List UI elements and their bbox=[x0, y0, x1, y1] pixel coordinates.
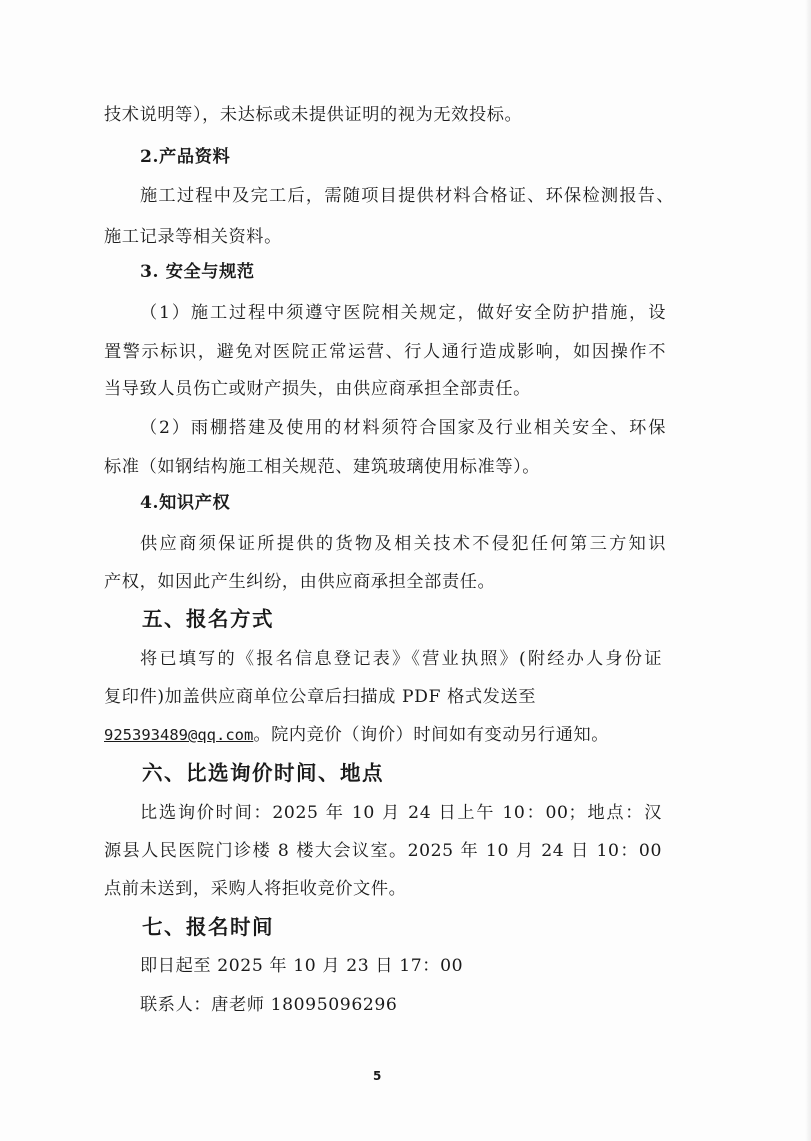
section-heading-bidding-time-place: 六、比选询价时间、地点 bbox=[142, 761, 384, 785]
subsection-title-product: 2.产品资料 bbox=[140, 147, 231, 167]
page-number: 5 bbox=[373, 1069, 382, 1083]
section-heading-registration-method: 五、报名方式 bbox=[142, 607, 274, 631]
paragraph-line: 施工过程中及完工后，需随项目提供材料合格证、环保检测报告、 bbox=[140, 186, 674, 206]
section-heading-registration-time: 七、报名时间 bbox=[142, 915, 274, 939]
paragraph-line: 比选询价时间：2025 年 10 月 24 日上午 10：00；地点：汉 bbox=[140, 803, 662, 823]
paragraph-line: 点前未送到，采购人将拒收竞价文件。 bbox=[104, 879, 407, 899]
paragraph-line: （1）施工过程中须遵守医院相关规定，做好安全防护措施，设 bbox=[140, 303, 666, 323]
paragraph-line: 施工记录等相关资料。 bbox=[104, 227, 282, 247]
paragraph-line: 即日起至 2025 年 10 月 23 日 17：00 bbox=[140, 956, 464, 976]
paragraph-line: 当导致人员伤亡或财产损失，由供应商承担全部责任。 bbox=[104, 379, 531, 399]
paragraph-line: 将已填写的《报名信息登记表》《营业执照》(附经办人身份证 bbox=[140, 649, 662, 669]
subsection-title-safety: 3. 安全与规范 bbox=[140, 262, 255, 282]
paragraph-line: 置警示标识，避免对医院正常运营、行人通行造成影响，如因操作不 bbox=[104, 342, 666, 362]
page-edge-shadow bbox=[805, 0, 811, 1141]
contact-line: 联系人：唐老师 18095096296 bbox=[140, 995, 398, 1015]
paragraph-line: 产权，如因此产生纠纷，由供应商承担全部责任。 bbox=[104, 572, 496, 592]
paragraph-line: 标准（如钢结构施工相关规范、建筑玻璃使用标准等）。 bbox=[104, 457, 541, 477]
paragraph-line: 复印件)加盖供应商单位公章后扫描成 PDF 格式发送至 bbox=[104, 687, 537, 707]
paragraph-line: （2）雨棚搭建及使用的材料须符合国家及行业相关安全、环保 bbox=[140, 418, 666, 438]
paragraph-text: 。院内竞价（询价）时间如有变动另行通知。 bbox=[253, 725, 610, 745]
email-link[interactable]: 925393489@qq.com bbox=[104, 726, 254, 744]
paragraph-line: 源县人民医院门诊楼 8 楼大会议室。2025 年 10 月 24 日 10：00 bbox=[104, 841, 662, 861]
paragraph-line-email bbox=[104, 723, 609, 747]
paragraph-line: 技术说明等），未达标或未提供证明的视为无效投标。 bbox=[104, 105, 523, 125]
subsection-title-ip: 4.知识产权 bbox=[140, 493, 231, 513]
paragraph-line: 供应商须保证所提供的货物及相关技术不侵犯任何第三方知识 bbox=[140, 534, 666, 554]
